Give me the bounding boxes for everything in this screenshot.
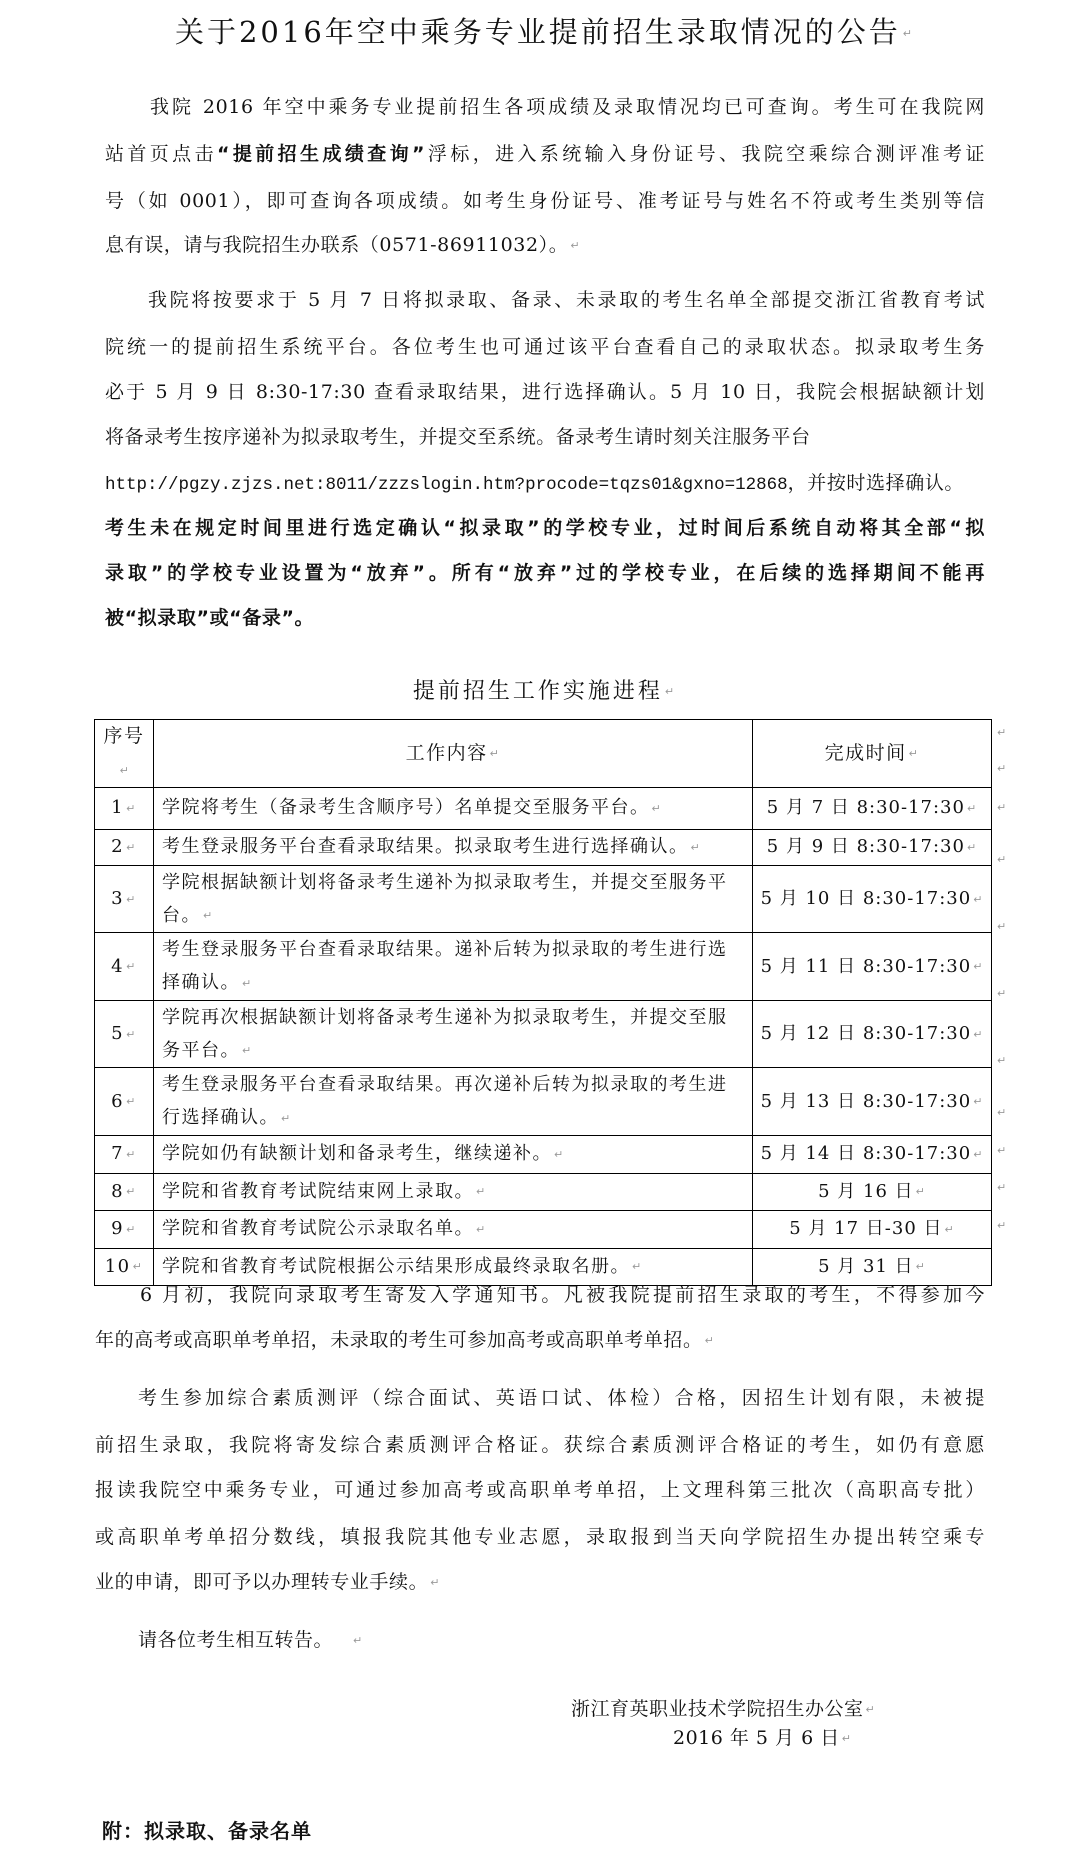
paragraph-mark-icon: ↵ — [126, 1222, 137, 1236]
paragraph-mark-icon: ↵ — [242, 1044, 253, 1057]
paragraph-mark-icon: ↵ — [973, 1095, 984, 1108]
paragraph-mark-icon: ↵ — [242, 976, 253, 990]
paragraph-mark-icon: ↵ — [915, 1185, 926, 1199]
table-row — [95, 1173, 992, 1210]
table-row — [95, 1068, 992, 1136]
table-header-row — [95, 720, 992, 788]
service-platform-url[interactable]: http://pgzy.zjzs.net:8011/zzzslogin.htm?procode=tqzs01&gxno=12868 — [105, 475, 788, 495]
row-end-mark-icon: ↵ — [997, 801, 1007, 814]
highlighted-link-label: “提前招生成绩查询” — [216, 143, 426, 165]
bold-text-line: 被“拟录取”或“备录”。 — [105, 607, 315, 629]
row-task: 学院再次根据缺额计划将备录考生递补为拟录取考生，并提交至服务平台。 ↵ — [154, 1000, 753, 1068]
table-row — [95, 1000, 992, 1068]
text-line: 6 月初，我院向录取考生寄发入学通知书。凡被我院提前招生录取的考生，不得参加今 — [140, 1284, 985, 1306]
paragraph-mark-icon: ↵ — [353, 1634, 363, 1647]
row-task: 考生登录服务平台查看录取结果。再次递补后转为拟录取的考生进行选择确认。 ↵ — [154, 1068, 753, 1136]
row-time: 5 月 17 日-30 日 ↵ — [753, 1210, 992, 1248]
row-number: 5 ↵ — [95, 1000, 154, 1068]
text-line: 报读我院空中乘务专业，可通过参加高考或高职单考单招，上文理科第三批次（高职高专批） — [95, 1479, 985, 1501]
row-time: 5 月 9 日 8:30-17:30 ↵ — [753, 829, 992, 865]
paragraph-mark-icon: ↵ — [664, 685, 678, 698]
row-number: 9 ↵ — [95, 1210, 154, 1248]
paragraph-mark-icon: ↵ — [632, 1260, 643, 1274]
row-task: 考生登录服务平台查看录取结果。拟录取考生进行选择确认。 ↵ — [154, 829, 753, 865]
text-line: 号（如 0001），即可查询各项成绩。如考生身份证号、准考证号与姓名不符或考生类别等信 — [105, 190, 985, 212]
row-number: 6 ↵ — [95, 1068, 154, 1136]
paragraph-mark-icon: ↵ — [973, 892, 984, 906]
row-time: 5 月 14 日 8:30-17:30 ↵ — [753, 1135, 992, 1173]
paragraph-mark-icon: ↵ — [476, 1222, 487, 1236]
paragraph-mark-icon: ↵ — [865, 1703, 876, 1716]
paragraph-mark-icon: ↵ — [126, 1185, 137, 1199]
row-time: 5 月 13 日 8:30-17:30 ↵ — [753, 1068, 992, 1136]
row-task: 考生登录服务平台查看录取结果。递补后转为拟录取的考生进行选择确认。 ↵ — [154, 933, 753, 1001]
paragraph-mark-icon: ↵ — [126, 1027, 137, 1041]
text-line: 将备录考生按序递补为拟录取考生，并提交至系统。备录考生请时刻关注服务平台 — [105, 426, 811, 448]
row-number: 7 ↵ — [95, 1135, 154, 1173]
row-task: 学院和省教育考试院根据公示结果形成最终录取名册。 ↵ — [154, 1248, 753, 1285]
paragraph-mark-icon: ↵ — [126, 1095, 137, 1108]
table-row — [95, 829, 992, 865]
paragraph-mark-icon: ↵ — [281, 1111, 292, 1125]
row-time: 5 月 12 日 8:30-17:30 ↵ — [753, 1000, 992, 1068]
row-end-mark-icon: ↵ — [997, 726, 1007, 739]
row-end-mark-icon: ↵ — [997, 762, 1007, 775]
text-line: 站首页点击“提前招生成绩查询”浮标，进入系统输入身份证号、我院空乘综合测评准考证 — [105, 143, 985, 165]
table-row — [95, 1210, 992, 1248]
row-end-mark-icon: ↵ — [997, 1053, 1007, 1067]
header-task: 工作内容 ↵ — [154, 720, 753, 788]
row-end-mark-icon: ↵ — [997, 1143, 1007, 1157]
row-end-mark-icon: ↵ — [997, 1106, 1007, 1119]
closing-line: 请各位考生相互转告。 ↵ — [138, 1629, 363, 1651]
row-task: 学院和省教育考试院结束网上录取。 ↵ — [154, 1173, 753, 1210]
paragraph-mark-icon: ↵ — [704, 1334, 715, 1347]
schedule-title: 提前招生工作实施进程 ↵ — [412, 679, 678, 704]
text-line: 我院 2016 年空中乘务专业提前招生各项成绩及录取情况均已可查询。考生可在我院网 — [150, 96, 985, 118]
paragraph-mark-icon: ↵ — [430, 1576, 441, 1589]
paragraph-mark-icon: ↵ — [973, 1147, 984, 1161]
paragraph-mark-icon: ↵ — [570, 239, 581, 252]
document-title: 关于2016年空中乘务专业提前招生录取情况的公告 ↵ — [174, 15, 916, 49]
text-line: 考生参加综合素质测评（综合面试、英语口试、体检）合格，因招生计划有限，未被提 — [138, 1387, 985, 1409]
bold-text-line: 考生未在规定时间里进行选定确认“拟录取”的学校专业，过时间后系统自动将其全部“拟 — [105, 517, 985, 539]
row-end-mark-icon: ↵ — [997, 1218, 1007, 1232]
paragraph-mark-icon: ↵ — [126, 801, 137, 815]
table-row — [95, 933, 992, 1001]
text-line: 必于 5 月 9 日 8:30-17:30 查看录取结果，进行选择确认。5 月 10 日，我院会根据缺额计划 — [105, 381, 985, 403]
row-number: 8 ↵ — [95, 1173, 154, 1210]
row-number: 2 ↵ — [95, 829, 154, 865]
text-line: http://pgzy.zjzs.net:8011/zzzslogin.htm?procode=tqzs01&gxno=12868，并按时选择确认。 — [105, 472, 965, 495]
row-task: 学院将考生（备录考生含顺序号）名单提交至服务平台。 ↵ — [154, 787, 753, 829]
row-number: 3 ↵ — [95, 865, 154, 933]
paragraph-mark-icon: ↵ — [915, 1260, 926, 1274]
row-time: 5 月 11 日 8:30-17:30 ↵ — [753, 933, 992, 1001]
paragraph-mark-icon: ↵ — [973, 1027, 984, 1041]
attachment-label[interactable]: 附：拟录取、备录名单 — [102, 1819, 312, 1843]
row-number: 10 ↵ — [95, 1248, 154, 1285]
paragraph-mark-icon: ↵ — [651, 801, 663, 815]
row-number: 1 ↵ — [95, 787, 154, 829]
text-line: 或高职单考单招分数线，填报我院其他专业志愿，录取报到当天向学院招生办提出转空乘专 — [95, 1526, 985, 1548]
row-end-mark-icon: ↵ — [997, 852, 1007, 866]
paragraph-mark-icon: ↵ — [966, 801, 978, 815]
paragraph-mark-icon: ↵ — [973, 960, 984, 973]
row-task: 学院如仍有缺额计划和备录考生，继续递补。 ↵ — [154, 1135, 753, 1173]
text-line: 年的高考或高职单考单招，未录取的考生可参加高考或高职单考单招。 ↵ — [95, 1329, 715, 1351]
text-line: 院统一的提前招生系统平台。各位考生也可通过该平台查看自己的录取状态。拟录取考生务 — [105, 336, 985, 358]
table-row — [95, 787, 992, 829]
row-end-mark-icon: ↵ — [997, 1181, 1007, 1194]
row-end-mark-icon: ↵ — [997, 919, 1007, 933]
paragraph-mark-icon: ↵ — [126, 892, 137, 906]
row-time: 5 月 31 日 ↵ — [753, 1248, 992, 1285]
paragraph-mark-icon: ↵ — [476, 1185, 487, 1199]
signature-date: 2016 年 5 月 6 日 ↵ — [673, 1727, 852, 1749]
row-end-mark-icon: ↵ — [997, 986, 1007, 1000]
paragraph-mark-icon: ↵ — [966, 840, 978, 854]
signature-office: 浙江育英职业技术学院招生办公室 ↵ — [571, 1698, 876, 1720]
row-time: 5 月 10 日 8:30-17:30 ↵ — [753, 865, 992, 933]
paragraph-mark-icon: ↵ — [841, 1732, 852, 1745]
text-line: 业的申请，即可予以办理转专业手续。 ↵ — [95, 1571, 441, 1593]
row-task: 学院根据缺额计划将备录考生递补为拟录取考生，并提交至服务平台。 ↵ — [154, 865, 753, 933]
row-time: 5 月 16 日 ↵ — [753, 1173, 992, 1210]
paragraph-mark-icon: ↵ — [203, 909, 214, 922]
paragraph-mark-icon: ↵ — [126, 840, 137, 854]
paragraph-mark-icon: ↵ — [126, 960, 137, 973]
row-number: 4 ↵ — [95, 933, 154, 1001]
header-time: 完成时间 ↵ — [753, 720, 992, 788]
paragraph-mark-icon: ↵ — [690, 840, 702, 854]
schedule-table — [94, 719, 992, 1286]
table-row — [95, 865, 992, 933]
bold-text-line: 录取”的学校专业设置为“放弃”。所有“放弃”过的学校专业，在后续的选择期间不能再 — [105, 562, 985, 584]
paragraph-mark-icon: ↵ — [554, 1147, 565, 1161]
row-task: 学院和省教育考试院公示录取名单。 ↵ — [154, 1210, 753, 1248]
text-line: 息有误，请与我院招生办联系（0571-86911032）。 ↵ — [105, 234, 581, 256]
text-line: 前招生录取，我院将寄发综合素质测评合格证。获综合素质测评合格证的考生，如仍有意愿 — [95, 1434, 985, 1456]
paragraph-mark-icon: ↵ — [944, 1222, 955, 1236]
table-row — [95, 1135, 992, 1173]
paragraph-mark-icon: ↵ — [132, 1260, 144, 1274]
paragraph-mark-icon: ↵ — [902, 27, 916, 40]
header-number: 序号↵ — [95, 720, 154, 788]
text-line: 我院将按要求于 5 月 7 日将拟录取、备录、未录取的考生名单全部提交浙江省教育考试 — [148, 289, 985, 311]
paragraph-mark-icon: ↵ — [126, 1147, 137, 1161]
row-time: 5 月 7 日 8:30-17:30 ↵ — [753, 787, 992, 829]
